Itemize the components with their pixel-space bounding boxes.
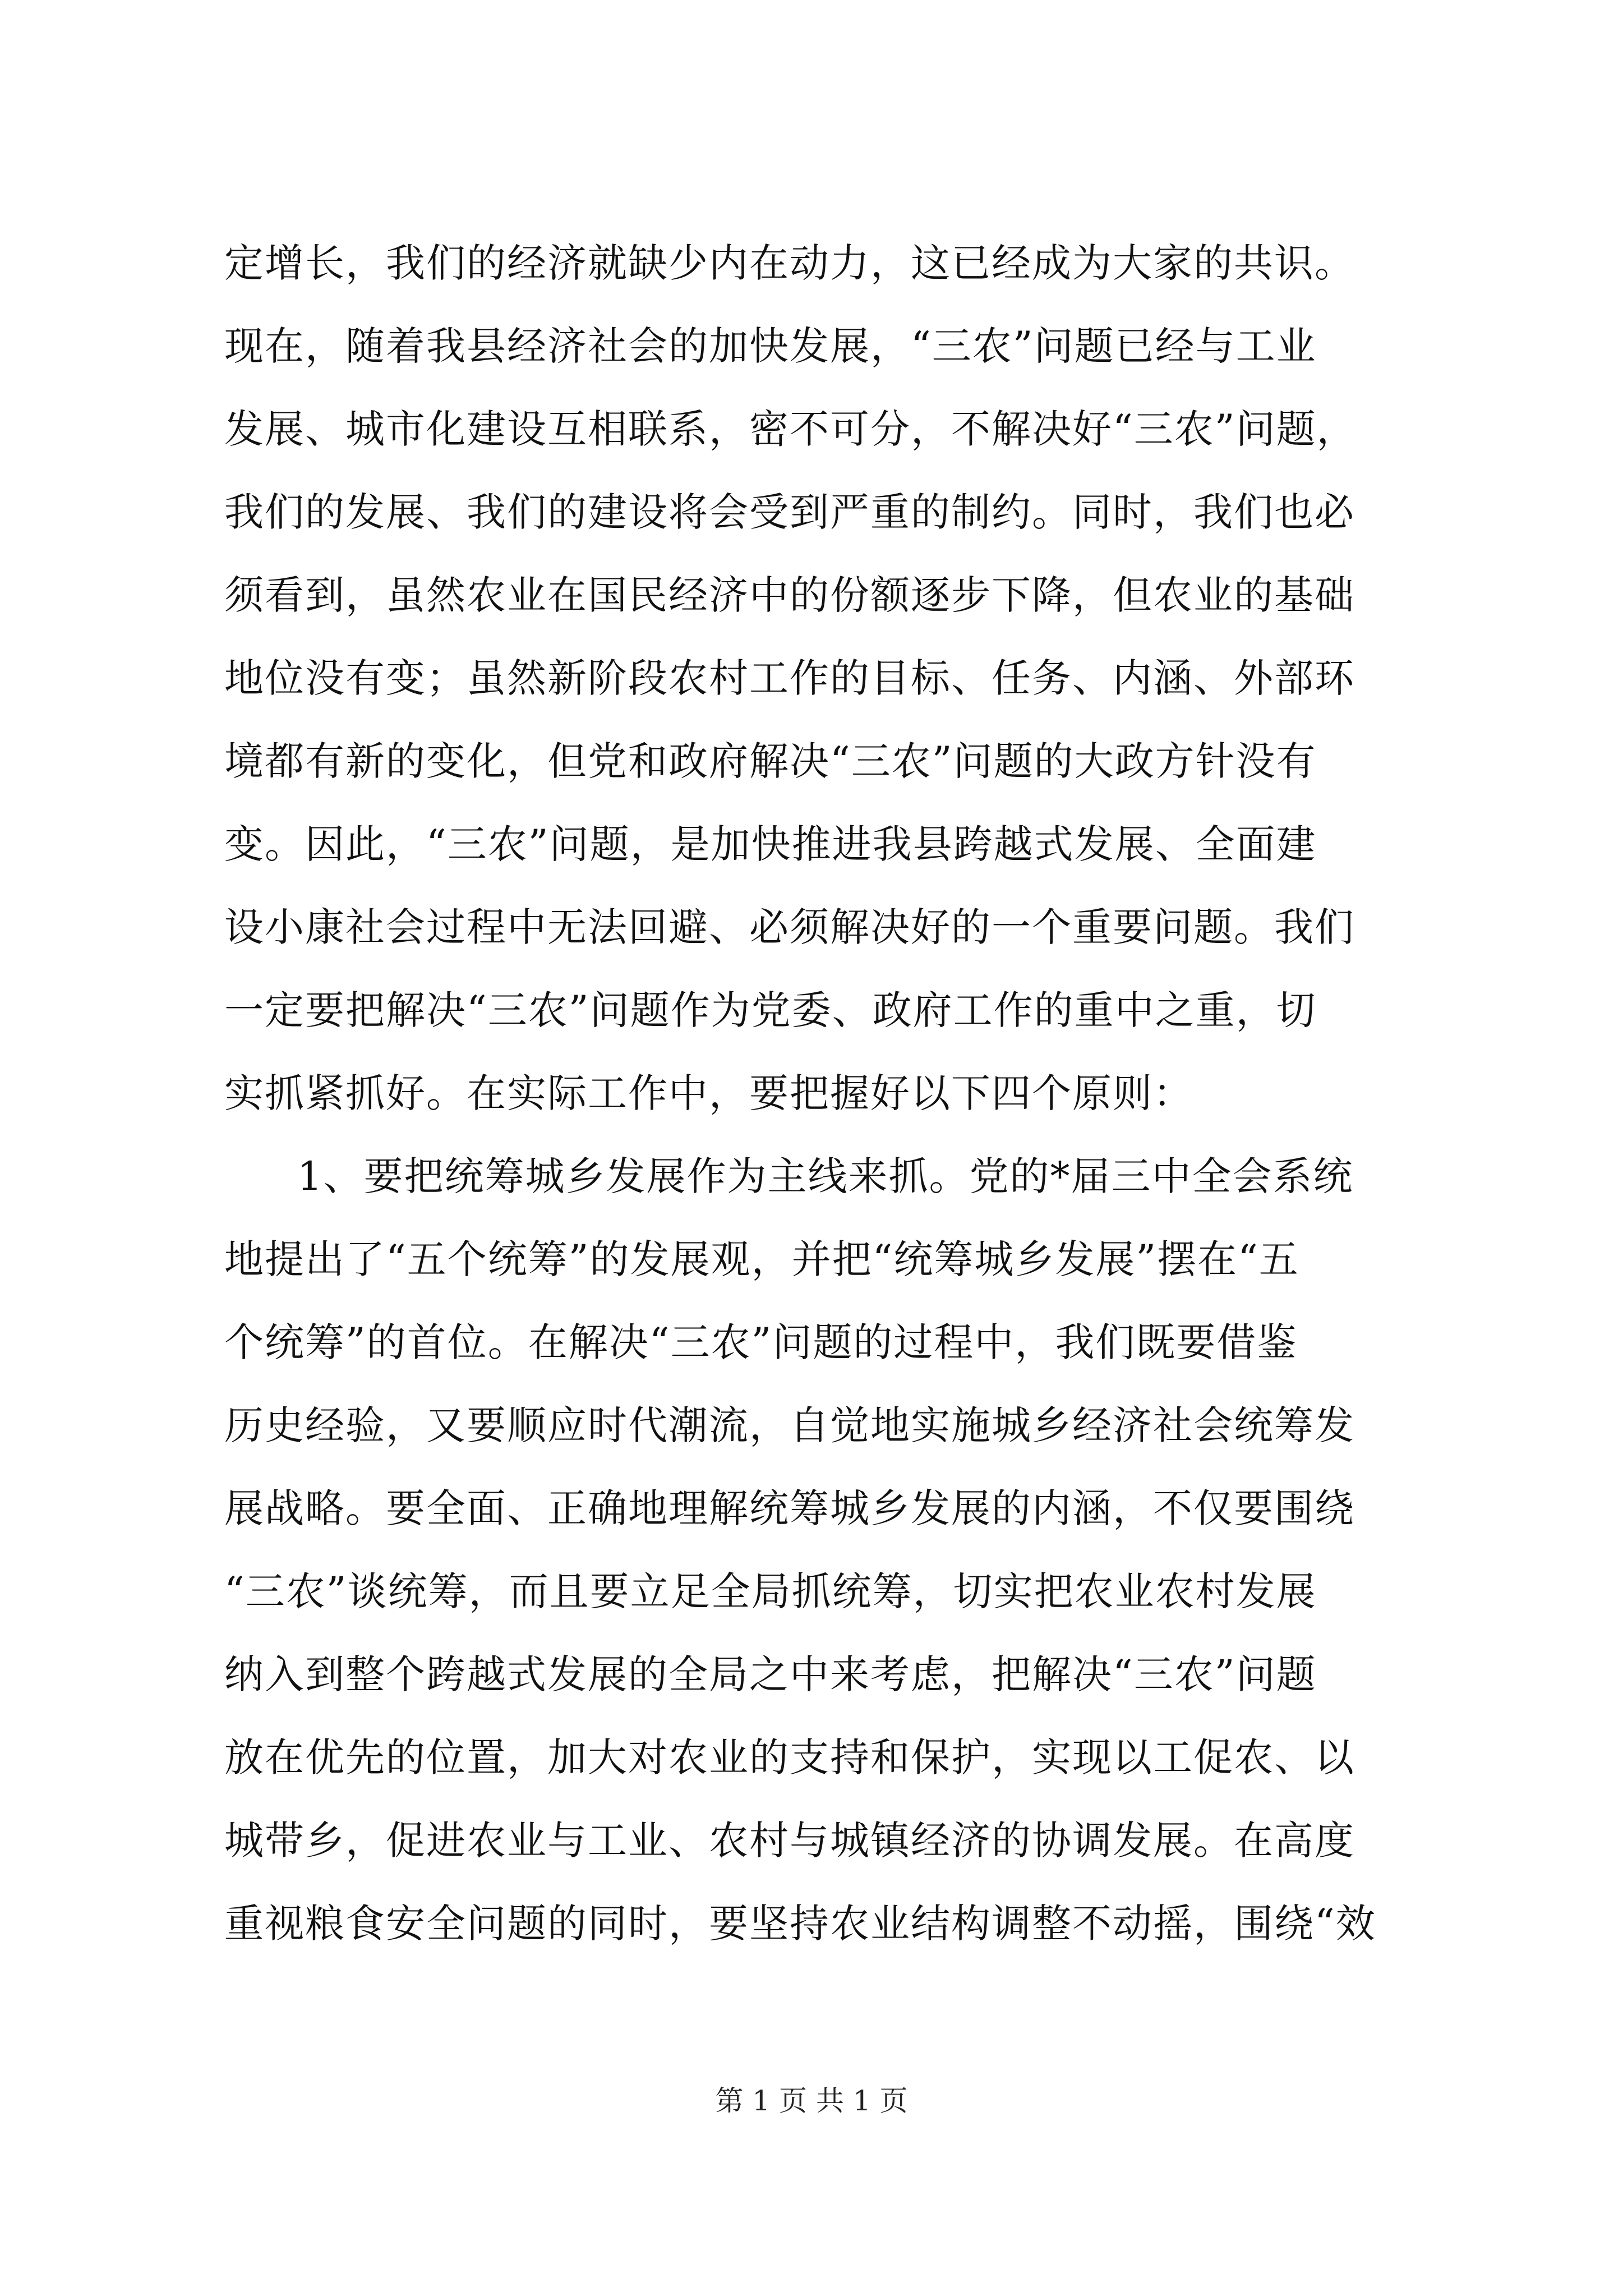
text-line: 重视粮食安全问题的同时，要坚持农业结构调整不动摇，围绕“效 xyxy=(224,1901,1376,1947)
text-line: 地位没有变；虽然新阶段农村工作的目标、任务、内涵、外部环 xyxy=(224,655,1355,701)
text-line: 我们的发展、我们的建设将会受到严重的制约。同时，我们也必 xyxy=(224,489,1355,535)
text-line: 纳入到整个跨越式发展的全局之中来考虑，把解决“三农”问题 xyxy=(224,1651,1317,1697)
text-line: 发展、城市化建设互相联系，密不可分，不解决好“三农”问题， xyxy=(224,406,1357,452)
text-line: 境都有新的变化，但党和政府解决“三农”问题的大政方针没有 xyxy=(224,738,1317,784)
text-line: “三农”谈统筹，而且要立足全局抓统筹，切实把农业农村发展 xyxy=(224,1568,1317,1614)
text-line: 设小康社会过程中无法回避、必须解决好的一个重要问题。我们 xyxy=(224,904,1355,950)
body-text xyxy=(224,222,1424,1965)
text-line: 展战略。要全面、正确地理解统筹城乡发展的内涵，不仅要围绕 xyxy=(224,1485,1355,1531)
text-line: 定增长，我们的经济就缺少内在动力，这已经成为大家的共识。 xyxy=(224,240,1355,286)
text-line: 一定要把解决“三农”问题作为党委、政府工作的重中之重，切 xyxy=(224,987,1317,1033)
text-line: 历史经验，又要顺应时代潮流，自觉地实施城乡经济社会统筹发 xyxy=(224,1402,1355,1448)
text-line: 放在优先的位置，加大对农业的支持和保护，实现以工促农、以 xyxy=(224,1734,1355,1780)
paragraph-start-line: 1、要把统筹城乡发展作为主线来抓。党的*届三中全会系统 xyxy=(297,1153,1354,1199)
text-line: 地提出了“五个统筹”的发展观，并把“统筹城乡发展”摆在“五 xyxy=(224,1236,1299,1282)
text-line: 实抓紧抓好。在实际工作中，要把握好以下四个原则： xyxy=(224,1070,1193,1116)
text-line: 变。因此，“三农”问题，是加快推进我县跨越式发展、全面建 xyxy=(224,821,1317,867)
text-line: 城带乡，促进农业与工业、农村与城镇经济的协调发展。在高度 xyxy=(224,1818,1355,1864)
text-line: 须看到，虽然农业在国民经济中的份额逐步下降，但农业的基础 xyxy=(224,572,1355,618)
text-line: 现在，随着我县经济社会的加快发展，“三农”问题已经与工业 xyxy=(224,323,1317,369)
text-line: 个统筹”的首位。在解决“三农”问题的过程中，我们既要借鉴 xyxy=(224,1319,1298,1365)
page-footer: 第 1 页 共 1 页 xyxy=(715,2085,908,2117)
